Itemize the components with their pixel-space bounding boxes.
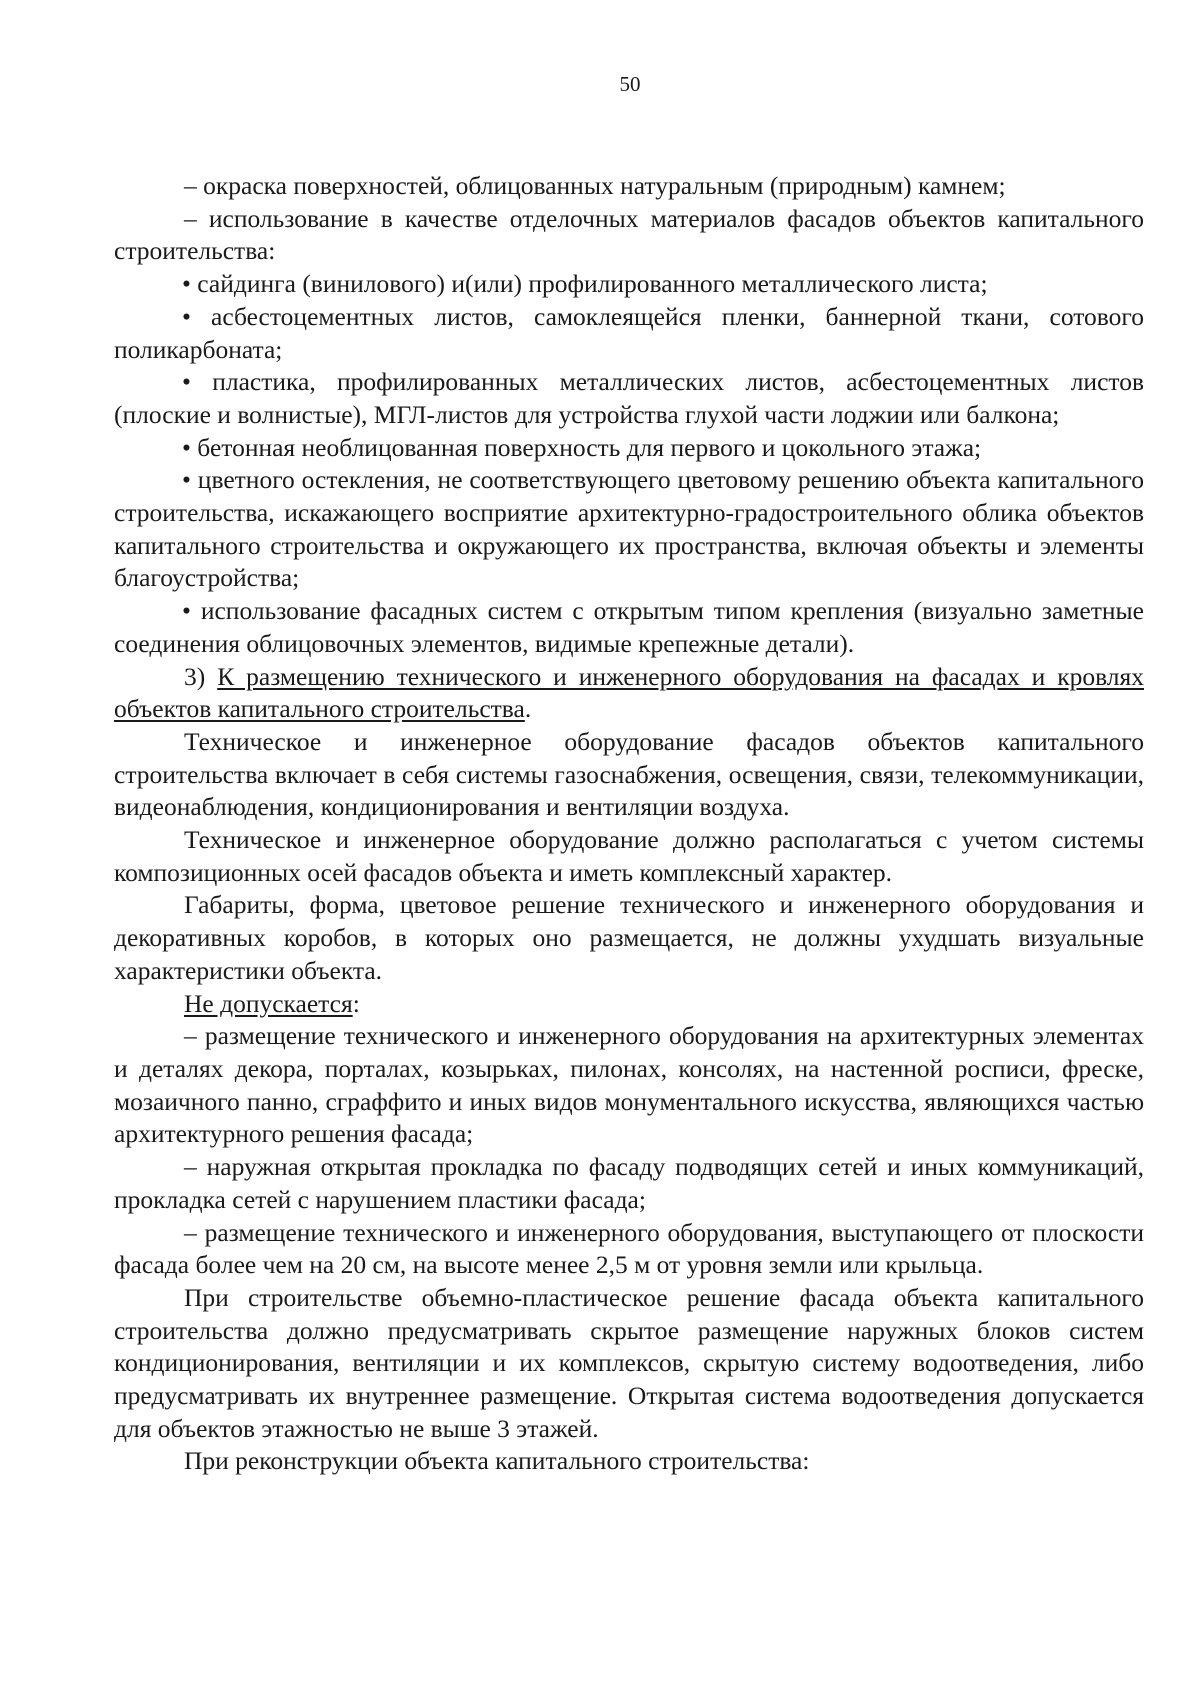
not-allowed-label: Не допускается (184, 988, 353, 1018)
section-title: К размещению технического и инженерного оборудования на фасадах и кровлях объектов капитального строительства (114, 661, 1144, 724)
restriction-item: – наружная открытая прокладка по фасаду подводящих сетей и иных коммуникаций, прокладка сетей с нарушением пластики фасада; (114, 1152, 1144, 1214)
paragraph: При реконструкции объекта капитального строительства: (184, 1446, 810, 1476)
restriction-item: – окраска поверхностей, облицованных натуральным (природным) камнем; (184, 171, 1006, 200)
paragraph: При строительстве объемно-пластическое решение фасада объекта капитального строительства должно предусматривать скрытое размещение наружных блоков систем кондиционирования, вентиляции и их комплексов, скрытую систему водоотведения, либо предусматривать их внутреннее размещение. Открытая система водоотведения допускается для объектов этажностью не выше 3 этажей. (114, 1282, 1144, 1443)
bullet-item: • использование фасадных систем с открытым типом крепления (визуально заметные соединения облицовочных элементов, видимые крепежные детали). (114, 596, 1144, 658)
paragraph: Техническое и инженерное оборудование должно располагаться с учетом системы композиционных осей фасадов объекта и иметь комплексный характер. (114, 825, 1144, 887)
document-body (114, 170, 1144, 1478)
bullet-item: • асбестоцементных листов, самоклеящейся пленки, баннерной ткани, сотового поликарбоната; (114, 301, 1144, 364)
section-heading (114, 661, 1144, 726)
bullet-item: • бетонная необлицованная поверхность для первого и цокольного этажа; (182, 432, 982, 462)
section-end: . (524, 694, 532, 724)
bullet-item: • сайдинга (винилового) и(или) профилированного металлического листа; (182, 269, 988, 299)
paragraph: Техническое и инженерное оборудование фасадов объектов капитального строительства включает в себя системы газоснабжения, освещения, связи, телекоммуникации, видеонаблюдения, кондиционирования и вентиляции воздуха. (114, 726, 1144, 822)
restriction-item: – размещение технического и инженерного оборудования на архитектурных элементах и деталях декора, порталах, козырьках, пилонах, консолях, на настенной росписи, фреске, мозаичного панно, сграффито и иных видов монументального искусства, являющихся частью архитектурного решения фасада; (114, 1021, 1144, 1149)
restriction-item: – размещение технического и инженерного оборудования, выступающего от плоскости фасада более чем на 20 см, на высоте менее 2,5 м от уровня земли или крыльца. (114, 1217, 1144, 1280)
paragraph: Габариты, форма, цветовое решение технического и инженерного оборудования и декоративных коробов, в которых оно размещается, не должны ухудшать визуальные характеристики объекта. (114, 890, 1144, 985)
bullet-item: • цветного остекления, не соответствующего цветовому решению объекта капитального строительства, искажающего восприятие архитектурно-градостроительного облика объектов капитального строительства и окружающего их пространства, включая объекты и элементы благоустройства; (114, 465, 1144, 593)
page-number: 50 (619, 72, 641, 96)
bullet-item: • пластика, профилированных металлических листов, асбестоцементных листов (плоские и волнистые), МГЛ-листов для устройства глухой части лоджии или балкона; (114, 367, 1144, 429)
section-number: 3) (184, 661, 206, 691)
not-allowed-heading (114, 988, 1144, 1021)
not-allowed-colon: : (352, 988, 360, 1018)
restriction-item: – использование в качестве отделочных материалов фасадов объектов капитального строительства: (114, 203, 1144, 266)
